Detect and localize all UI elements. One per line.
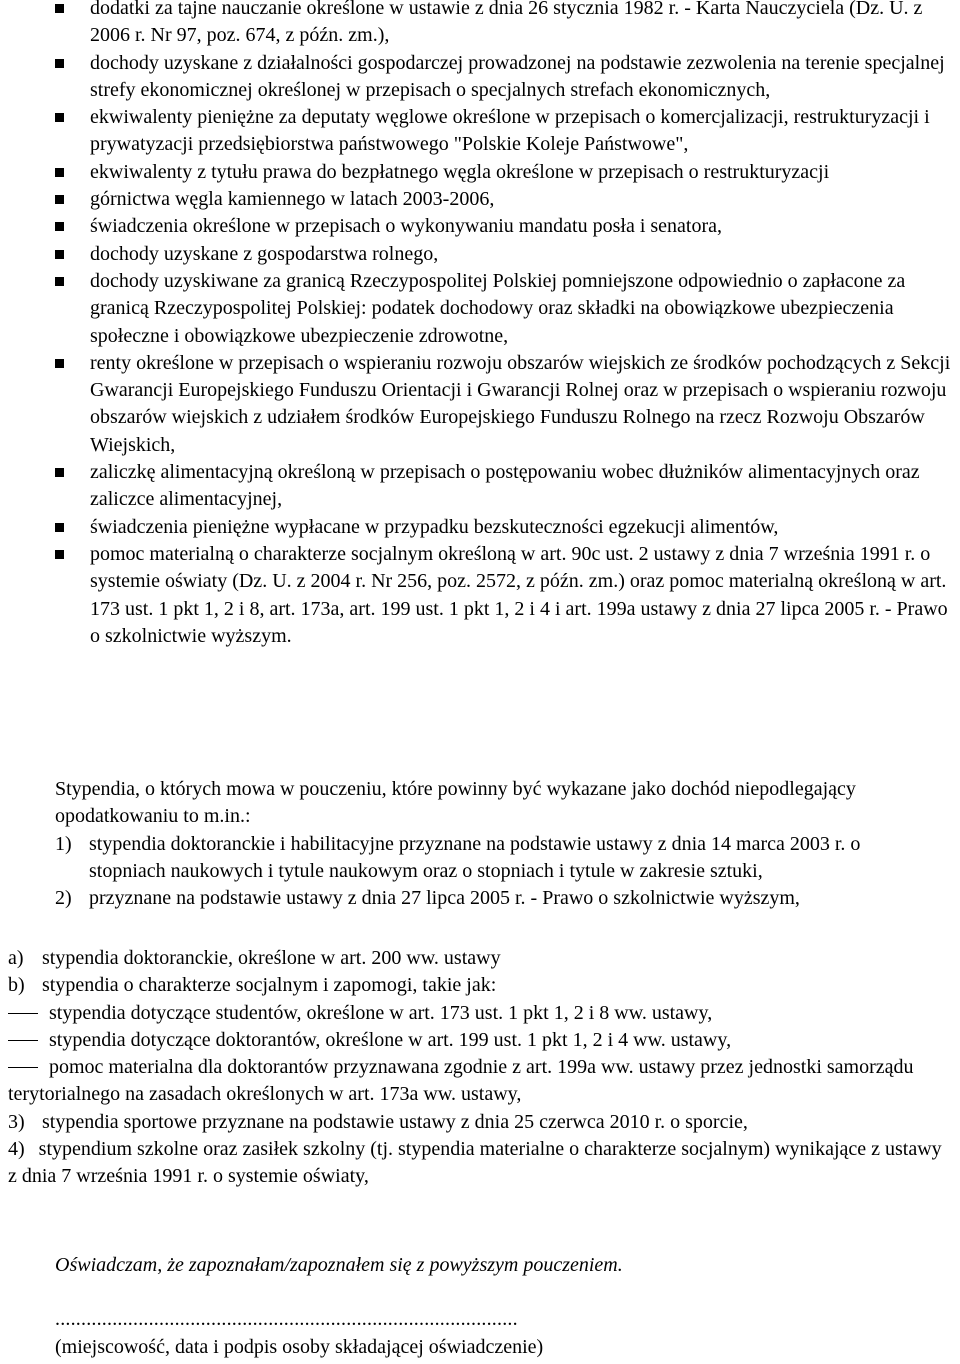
item-text: stypendium szkolne oraz zasiłek szkolny (tj. stypendia materialne o charakterze socjalnym) wynikające z ustawy z dnia 7 września 1991 r. o systemie oświaty,	[8, 1138, 942, 1188]
square-bullet-icon	[55, 550, 64, 559]
bullet-text: dochody uzyskane z gospodarstwa rolnego,	[90, 242, 439, 265]
lettered-item-b	[8, 972, 953, 999]
declaration-statement: Oświadczam, że zapoznałam/zapoznałem się z powyższym pouczeniem.	[55, 1254, 623, 1276]
signature-dotted-line: .........................................................................................	[55, 1308, 518, 1331]
bullet-item	[55, 50, 960, 105]
stypendia-intro-block	[55, 776, 935, 912]
item-label: 2)	[55, 887, 72, 910]
square-bullet-icon	[55, 195, 64, 204]
bullet-text: górnictwa węgla kamiennego w latach 2003-2006,	[90, 188, 495, 211]
bullet-item	[55, 459, 960, 514]
square-bullet-icon	[55, 359, 64, 368]
signature-caption: (miejscowość, data i podpis osoby składającej oświadczenie)	[55, 1335, 544, 1358]
exempt-income-bullet-list	[55, 0, 960, 650]
square-bullet-icon	[55, 250, 64, 259]
item-label: 3)	[8, 1110, 25, 1133]
bullet-text: renty określone w przepisach o wspieraniu rozwoju obszarów wiejskich ze środków pochodzących z Sekcji Gwarancji Europejskiego Funduszu Orientacji i Gwarancji Rolnej oraz w przepisach o wspieraniu rozwoju obszarów wiejskich z udziałem środków Europejskiego Funduszu Rolnego na rzecz Rozwoju Obszarów Wiejskich,	[90, 351, 951, 456]
dash-text: pomoc materialna dla doktorantów przyznawana zgodnie z art. 199a ww. ustawy przez jednostki samorządu terytorialnego na zasadach określonych w art. 173a ww. ustawy,	[8, 1056, 914, 1106]
bullet-text: dochody uzyskane z działalności gospodarczej prowadzonej na podstawie zezwolenia na terenie specjalnej strefy ekonomicznej określonej w przepisach o specjalnych strefach ekonomicznych,	[90, 51, 945, 101]
stypendia-intro: Stypendia, o których mowa w pouczeniu, które powinny być wykazane jako dochód niepodlegający opodatkowaniu to m.in.:	[55, 778, 856, 828]
numbered-item-3	[8, 1109, 953, 1136]
numbered-item-4	[8, 1136, 953, 1191]
item-text: przyznane na podstawie ustawy z dnia 27 lipca 2005 r. - Prawo o szkolnictwie wyższym,	[89, 887, 800, 910]
square-bullet-icon	[55, 523, 64, 532]
lettered-item-a	[8, 945, 953, 972]
dash-text: stypendia dotyczące studentów, określone w art. 173 ust. 1 pkt 1, 2 i 8 ww. ustawy,	[49, 1001, 713, 1024]
square-bullet-icon	[55, 468, 64, 477]
square-bullet-icon	[55, 4, 64, 13]
square-bullet-icon	[55, 113, 64, 122]
bullet-item	[55, 350, 960, 459]
bullet-item	[55, 268, 960, 350]
item-label: 4)	[8, 1138, 25, 1161]
item-label: b)	[8, 974, 25, 997]
bullet-text: dodatki za tajne nauczanie określone w ustawie z dnia 26 stycznia 1982 r. - Karta Nauczyciela (Dz. U. z 2006 r. Nr 97, poz. 674, z późn. zm.),	[90, 0, 923, 47]
item-text: stypendia o charakterze socjalnym i zapomogi, takie jak:	[42, 974, 497, 997]
bullet-item	[55, 241, 960, 268]
item-label: a)	[8, 947, 24, 969]
item-text: stypendia doktoranckie, określone w art. 200 ww. ustawy	[42, 947, 501, 969]
bullet-item	[55, 104, 960, 159]
dash-bullet-icon	[8, 1013, 38, 1014]
dash-bullet-icon	[8, 1040, 38, 1041]
numbered-item-2	[55, 885, 935, 912]
item-label: 1)	[55, 832, 72, 855]
dash-item	[8, 1027, 953, 1054]
dash-item	[8, 1000, 953, 1027]
item-text: stypendia doktoranckie i habilitacyjne przyznane na podstawie ustawy z dnia 14 marca 2003 r. o stopniach naukowych i tytule naukowym oraz o stopniach i tytule w zakresie sztuki,	[89, 832, 861, 882]
bullet-item	[55, 213, 960, 240]
bullet-text: dochody uzyskiwane za granicą Rzeczypospolitej Polskiej pomniejszone odpowiednio o zapłacone za granicą Rzeczypospolitej Polskiej: podatek dochodowy oraz składki na obowiązkowe ubezpieczenia społeczne i obowiązkowe ubezpieczenie zdrowotne,	[90, 269, 906, 347]
numbered-item-1	[55, 831, 935, 886]
square-bullet-icon	[55, 277, 64, 286]
square-bullet-icon	[55, 59, 64, 68]
square-bullet-icon	[55, 168, 64, 177]
bullet-item	[55, 159, 960, 186]
dash-item	[8, 1054, 953, 1109]
bullet-item	[55, 0, 960, 50]
dash-text: stypendia dotyczące doktorantów, określone w art. 199 ust. 1 pkt 1, 2 i 4 ww. ustawy,	[49, 1028, 732, 1051]
bullet-item	[55, 541, 960, 650]
item-text: stypendia sportowe przyznane na podstawie ustawy z dnia 25 czerwca 2010 r. o sporcie,	[42, 1110, 748, 1133]
stypendia-details-block	[8, 945, 953, 1191]
bullet-item	[55, 514, 960, 541]
declaration-block	[55, 1252, 935, 1361]
dash-bullet-icon	[8, 1067, 38, 1068]
bullet-text: świadczenia określone w przepisach o wykonywaniu mandatu posła i senatora,	[90, 215, 723, 238]
bullet-text: ekwiwalenty z tytułu prawa do bezpłatnego węgla określone w przepisach o restrukturyzacji	[90, 160, 830, 183]
bullet-text: ekwiwalenty pieniężne za deputaty węglowe określone w przepisach o komercjalizacji, restrukturyzacji i prywatyzacji przedsiębiorstwa państwowego "Polskie Koleje Państwowe",	[90, 106, 930, 156]
bullet-text: świadczenia pieniężne wypłacane w przypadku bezskuteczności egzekucji alimentów,	[90, 515, 779, 538]
bullet-text: zaliczkę alimentacyjną określoną w przepisach o postępowaniu wobec dłużników alimentacyjnych oraz zaliczce alimentacyjnej,	[90, 461, 920, 511]
bullet-item	[55, 186, 960, 213]
square-bullet-icon	[55, 222, 64, 231]
bullet-text: pomoc materialną o charakterze socjalnym określoną w art. 90c ust. 2 ustawy z dnia 7 września 1991 r. o systemie oświaty (Dz. U. z 2004 r. Nr 256, poz. 2572, z późn. zm.) oraz pomoc materialną określoną w art. 173 ust. 1 pkt 1, 2 i 8, art. 173a, art. 199 ust. 1 pkt 1, 2 i 4 i art. 199a ustawy z dnia 27 lipca 2005 r. - Prawo o szkolnictwie wyższym.	[90, 542, 948, 647]
